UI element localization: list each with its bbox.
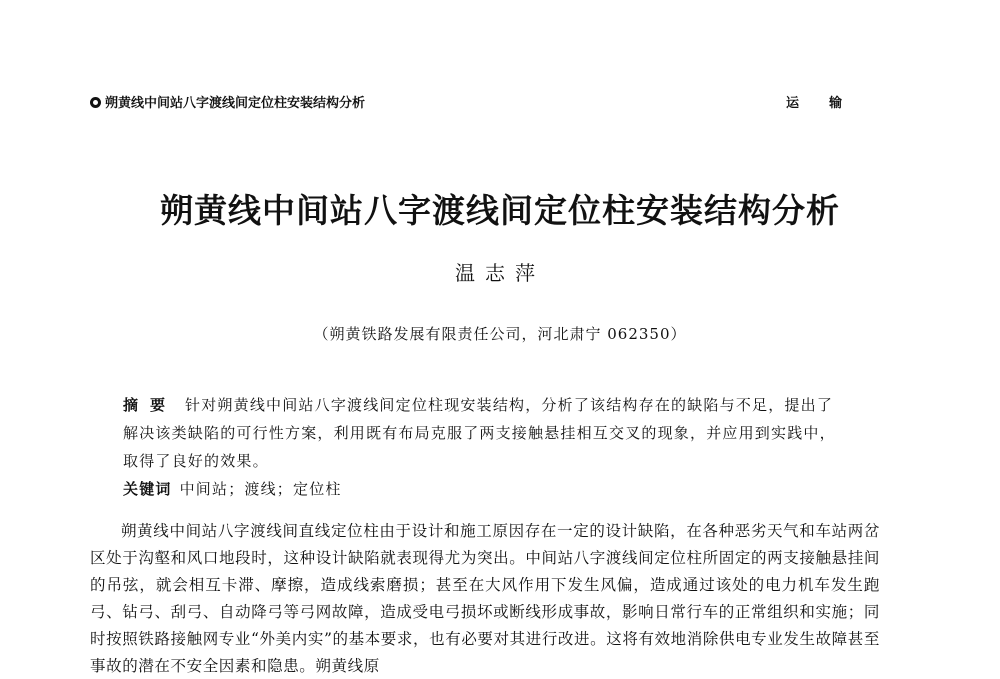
keywords-text: 中间站；渡线；定位柱 [179,480,342,498]
abstract-paragraph [123,391,843,475]
keywords-label: 关键词 [123,480,172,498]
abstract-block [123,391,843,503]
body-paragraph: 朔黄线中间站八字渡线间直线定位柱由于设计和施工原因存在一定的设计缺陷，在各种恶劣天气和车站两岔区处于沟壑和风口地段时，这种设计缺陷就表现得尤为突出。中间站八字渡线间定位柱所固定的两支接触悬挂间的吊弦，就会相互卡滞、摩擦，造成线索磨损；甚至在大风作用下发生风偏，造成通过该处的电力机车发生跑弓、钻弓、刮弓、自动降弓等弓网故障，造成受电弓损坏或断线形成事故，影响日常行车的正常组织和实施；同时按照铁路接触网专业“外美内实”的基本要求，也有必要对其进行改进。这将有效地消除供电专业发生故障甚至事故的潜在不安全因素和隐患。朔黄线原 [90,522,880,675]
circle-bullet-icon [90,97,101,108]
article-title: 朔黄线中间站八字渡线间定位柱安装结构分析 [160,191,840,230]
keywords-line [123,475,843,503]
author-affiliation: （朔黄铁路发展有限责任公司，河北肃宁 062350） [313,325,687,343]
running-title: 朔黄线中间站八字渡线间定位柱安装结构分析 [105,96,366,111]
running-header-left [90,92,365,111]
abstract-label: 摘要 [123,396,178,414]
author-name: 温志萍 [455,261,545,285]
running-header [90,92,880,114]
journal-name: 运输 [785,96,872,111]
abstract-text: 针对朔黄线中间站八字渡线间定位柱现安装结构，分析了该结构存在的缺陷与不足，提出了解决该类缺陷的可行性方案，利用既有布局克服了两支接触悬挂相互交叉的现象，并应用到实践中，取得了良好的效果。 [123,396,836,470]
